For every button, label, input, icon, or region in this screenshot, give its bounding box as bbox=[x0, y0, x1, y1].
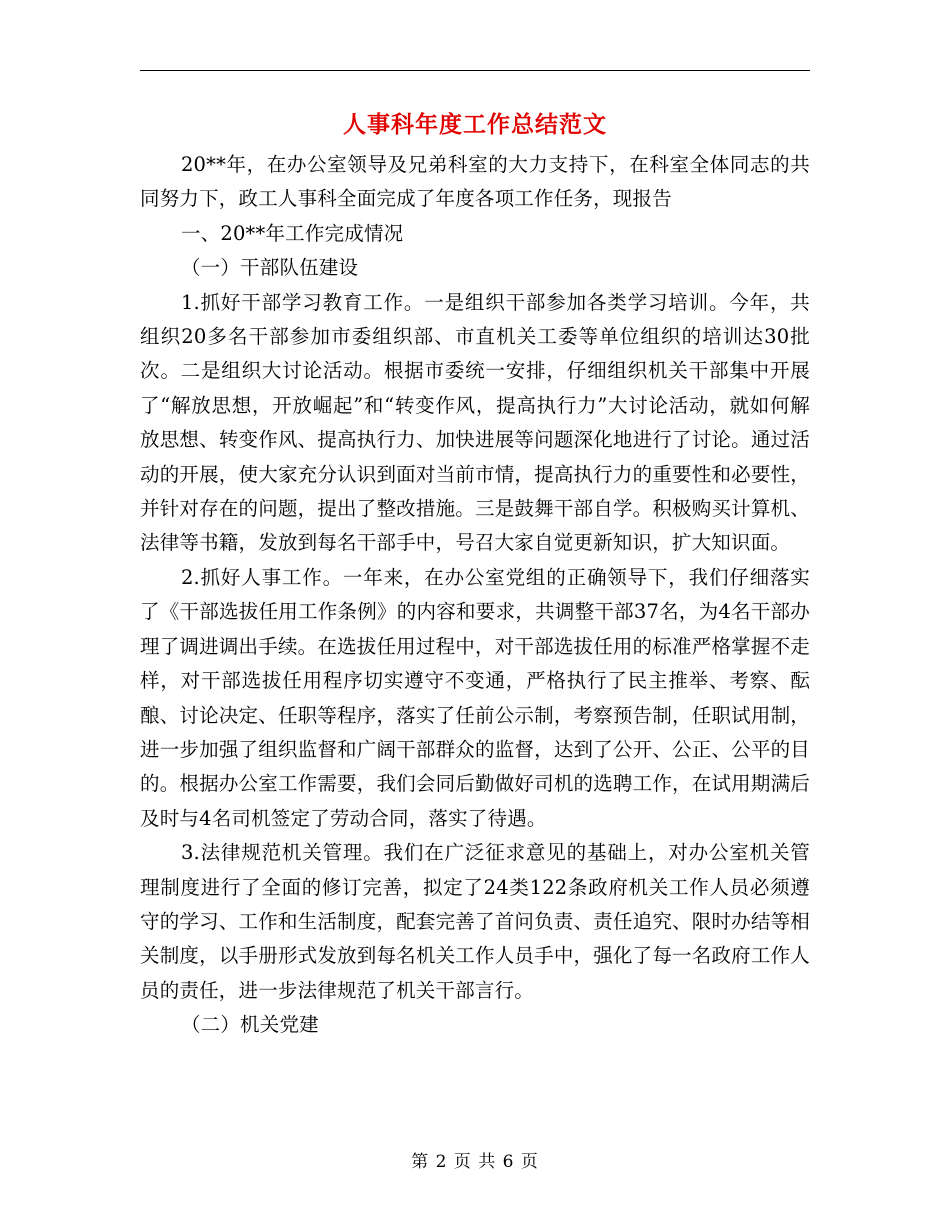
section-heading: 一、20**年工作完成情况 bbox=[180, 221, 404, 245]
body-paragraph: 1.抓好干部学习教育工作。一是组织干部参加各类学习培训。今年，共组织20多名干部参加市委组织部、市直机关工委等单位组织的培训达30批次。二是组织大讨论活动。根据市委统一安排，仔细组织机关干部集中开展了“解放思想，开放崛起”和“转变作风，提高执行力”大讨论活动，就如何解放思想、转变作风、提高执行力、加快进展等问题深化地进行了讨论。通过活动的开展，使大家充分认识到面对当前市情，提高执行力的重要性和必要性，并针对存在的问题，提出了整改措施。三是鼓舞干部自学。积极购买计算机、法律等书籍，发放到每名干部手中，号召大家自觉更新知识，扩大知识面。 bbox=[140, 290, 810, 555]
body-paragraph: 3.法律规范机关管理。我们在广泛征求意见的基础上，对办公室机关管理制度进行了全面的修订完善，拟定了24类122条政府机关工作人员必须遵守的学习、工作和生活制度，配套完善了首问负责、责任追究、限时办结等相关制度，以手册形式发放到每名机关工作人员手中，强化了每一名政府工作人员的责任，进一步法律规范了机关干部言行。 bbox=[140, 841, 810, 1002]
document-title: 人事科年度工作总结范文 bbox=[343, 111, 607, 138]
intro-paragraph: 20**年，在办公室领导及兄弟科室的大力支持下，在科室全体同志的共同努力下，政工人事科全面完成了年度各项工作任务，现报告 bbox=[140, 153, 810, 211]
subsection-heading: （二）机关党建 bbox=[180, 1013, 319, 1037]
document-body bbox=[140, 148, 810, 1043]
subsection-heading: （一）干部队伍建设 bbox=[180, 256, 359, 280]
header-rule bbox=[140, 70, 810, 71]
page-number: 第 2 页 共 6 页 bbox=[411, 1152, 539, 1172]
body-paragraph: 2.抓好人事工作。一年来，在办公室党组的正确领导下，我们仔细落实了《干部选拔任用工作条例》的内容和要求，共调整干部37名，为4名干部办理了调进调出手续。在选拔任用过程中，对干部选拔任用的标准严格掌握不走样，对干部选拔任用程序切实遵守不变通，严格执行了民主推举、考察、酝酿、讨论决定、任职等程序，落实了任前公示制，考察预告制，任职试用制，进一步加强了组织监督和广阔干部群众的监督，达到了公开、公正、公平的目的。根据办公室工作需要，我们会同后勤做好司机的选聘工作，在试用期满后及时与4名司机签定了劳动合同，落实了待遇。 bbox=[140, 565, 810, 830]
